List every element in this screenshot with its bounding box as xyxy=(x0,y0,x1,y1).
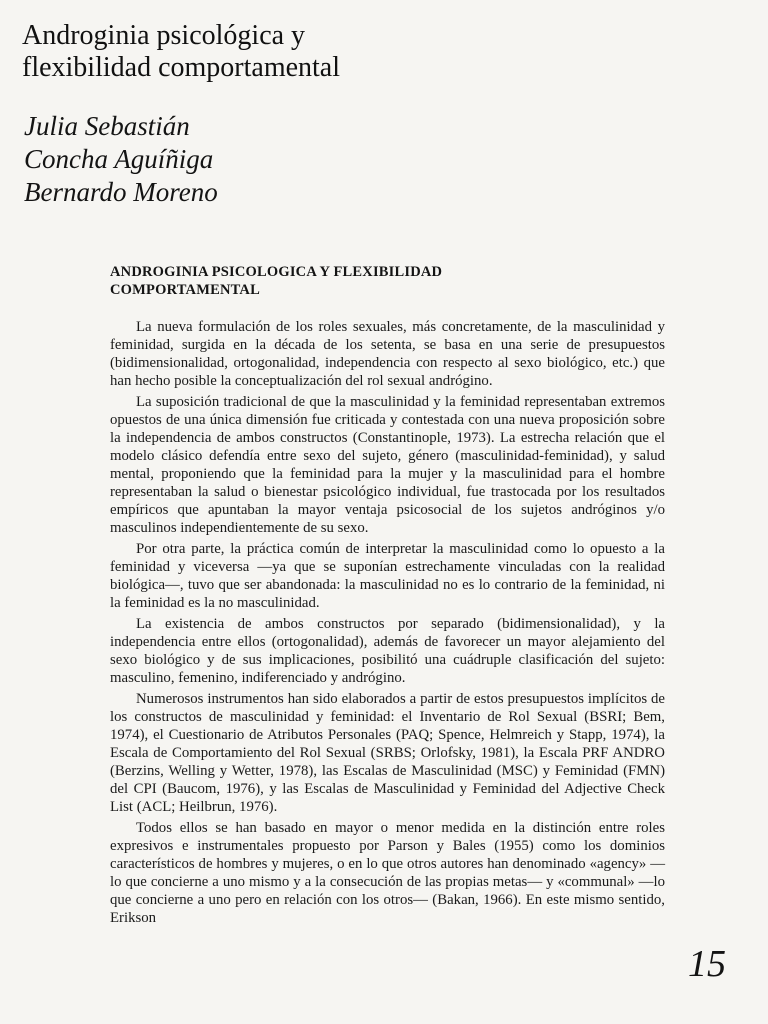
body-paragraph: La suposición tradicional de que la masculinidad y la feminidad representaban extremos opuestos de una única dimensión fue criticada y contestada con una nueva proposición sobre la independencia de ambos constructos (Constantinople, 1973). La estrecha relación que el modelo clásico defendía entre sexo del sujeto, género (masculinidad-feminidad), y salud mental, proponiendo que la feminidad para la mujer y la masculinidad para el hombre representaban la salud o bienestar psicológico individual, fue trastocada por los resultados empíricos que apuntaban la mayor ventaja psicosocial de los sujetos andróginos y/o masculinos independientemente de su sexo. xyxy=(110,394,665,536)
author-name: Bernardo Moreno xyxy=(24,177,218,207)
article-title-line-2: flexibilidad comportamental xyxy=(22,52,341,83)
body-paragraph: Numerosos instrumentos han sido elaborados a partir de estos presupuestos implícitos de los constructos de masculinidad y feminidad: el Inventario de Rol Sexual (BSRI; Bem, 1974), el Cuestionario de Atributos Personales (PAQ; Spence, Helmreich y Stapp, 1974), la Escala de Comportamiento del Rol Sexual (SRBS; Orlofsky, 1981), la Escala PRF ANDRO (Berzins, Welling y Wetter, 1978), las Escalas de Masculinidad (MSC) y Feminidad (FMN) del CPI (Baucom, 1976), y las Escalas de Masculinidad y Feminidad del Adjective Check List (ACL; Heilbrun, 1976). xyxy=(110,691,665,815)
section-heading-line-1: ANDROGINIA PSICOLOGICA Y FLEXIBILIDAD xyxy=(110,264,443,280)
page-number: 15 xyxy=(688,943,726,985)
body-paragraph: La nueva formulación de los roles sexuales, más concretamente, de la masculinidad y feminidad, surgida en la década de los setenta, se basa en una serie de presupuestos (bidimensionalidad, ortogonalidad, independencia con respecto al sexo biológico, etc.) que han hecho posible la conceptualización del rol sexual andrógino. xyxy=(110,319,665,389)
author-name: Concha Aguíñiga xyxy=(24,144,214,174)
article-title xyxy=(22,20,582,84)
author-list xyxy=(24,110,524,209)
body-paragraph: Por otra parte, la práctica común de interpretar la masculinidad como lo opuesto a la feminidad y viceversa —ya que se suponían estrechamente vinculadas con la realidad biológica—, tuvo que ser abandonada: la masculinidad no es lo contrario de la feminidad, ni la feminidad es la no masculinidad. xyxy=(110,541,665,611)
body-text xyxy=(110,318,665,930)
body-paragraph: La existencia de ambos constructos por separado (bidimensionalidad), y la independencia entre ellos (ortogonalidad), además de favorecer un mayor alejamiento del sexo biológico y de sus implicaciones, posibilitó una cuádruple clasificación del sujeto: masculino, femenino, indiferenciado y andrógino. xyxy=(110,616,665,686)
body-paragraph: Todos ellos se han basado en mayor o menor medida en la distinción entre roles expresivos e instrumentales propuesto por Parson y Bales (1955) como los dominios característicos de hombres y mujeres, o en lo que otros autores han denominado «agency» —lo que concierne a uno mismo y a la consecución de las propias metas— y «communal» —lo que concierne a uno pero en relación con los otros— (Bakan, 1966). En este mismo sentido, Erikson xyxy=(110,820,665,926)
section-heading xyxy=(110,263,670,299)
section-heading-line-2: COMPORTAMENTAL xyxy=(110,282,260,298)
author-name: Julia Sebastián xyxy=(24,111,190,141)
article-title-line-1: Androginia psicológica y xyxy=(22,20,306,51)
